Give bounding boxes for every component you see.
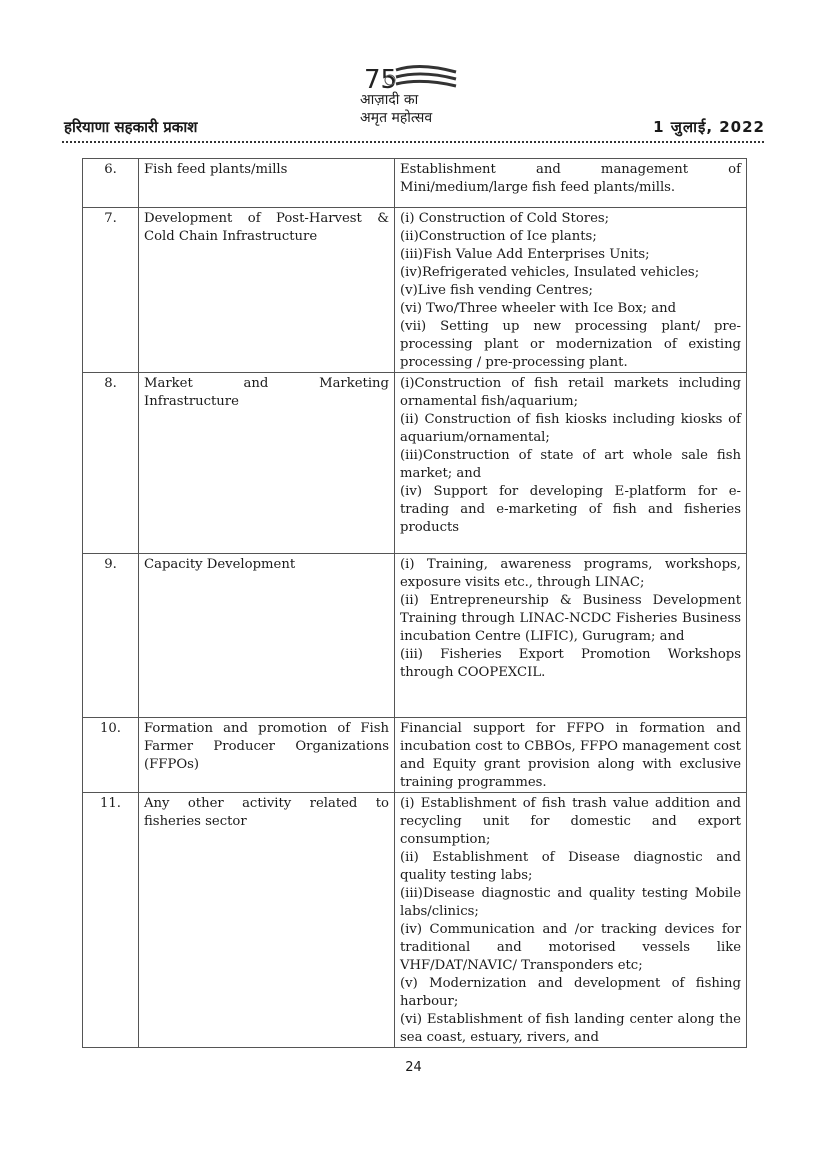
detail-line: (ii) Construction of fish kiosks including kiosks of aquarium/ornamental; [400, 412, 741, 445]
detail-line: (v) Modernization and development of fishing harbour; [400, 976, 741, 1009]
detail-line: (vii) Setting up new processing plant/ pre-processing plant or modernization of existing processing / pre-processing plant. [400, 319, 741, 370]
azadi-logo [352, 62, 474, 134]
row-number: 8. [83, 373, 139, 554]
logo-text-line2: अमृत महोत्सव [360, 110, 433, 126]
detail-line: (i)Construction of fish retail markets including ornamental fish/aquarium; [400, 376, 741, 409]
publication-date: 1 जुलाई, 2022 [653, 118, 765, 136]
detail-line: (vi) Establishment of fish landing center along the sea coast, estuary, rivers, and [400, 1012, 741, 1045]
detail-line: (ii)Construction of Ice plants; [400, 229, 597, 244]
table-row [83, 373, 747, 554]
activities-table [82, 158, 747, 1048]
logo-text-line1: आज़ादी का [360, 92, 419, 108]
svg-text:75: 75 [364, 65, 398, 95]
table-row [83, 718, 747, 793]
detail-line: (v)Live fish vending Centres; [400, 283, 593, 298]
header-divider [62, 141, 764, 143]
activity-cell: Any other activity related to fisheries sector [139, 793, 395, 1048]
detail-line: (ii) Establishment of Disease diagnostic and quality testing labs; [400, 850, 741, 883]
detail-line: (iii)Construction of state of art whole sale fish market; and [400, 448, 741, 481]
detail-line: (iii) Fisheries Export Promotion Workshops through COOPEXCIL. [400, 647, 741, 680]
activity-cell: Capacity Development [139, 554, 395, 718]
page-number: 24 [405, 1060, 422, 1075]
detail-line: (i) Training, awareness programs, workshops, exposure visits etc., through LINAC; [400, 557, 741, 590]
row-number: 6. [83, 159, 139, 208]
table-row [83, 159, 747, 208]
details-cell [395, 793, 747, 1048]
activity-cell: Market and Marketing Infrastructure [139, 373, 395, 554]
detail-line: Financial support for FFPO in formation and incubation cost to CBBOs, FFPO management cost and Equity grant provision along with exclusive training programmes. [400, 721, 741, 790]
activity-cell: Fish feed plants/mills [139, 159, 395, 208]
row-number: 9. [83, 554, 139, 718]
detail-line: (i) Establishment of fish trash value addition and recycling unit for domestic and export consumption; [400, 796, 741, 847]
detail-line: (iv) Communication and /or tracking devices for traditional and motorised vessels like VHF/DAT/NAVIC/ Transponders etc; [400, 922, 741, 973]
activity-cell: Formation and promotion of Fish Farmer Producer Organizations (FFPOs) [139, 718, 395, 793]
table-row [83, 793, 747, 1048]
detail-line: (vi) Two/Three wheeler with Ice Box; and [400, 301, 677, 316]
detail-line: (iii)Disease diagnostic and quality testing Mobile labs/clinics; [400, 886, 741, 919]
row-number: 10. [83, 718, 139, 793]
table-row [83, 554, 747, 718]
detail-line: Establishment and management of Mini/medium/large fish feed plants/mills. [400, 162, 741, 195]
detail-line: (iv)Refrigerated vehicles, Insulated vehicles; [400, 265, 700, 280]
table-row [83, 208, 747, 373]
details-cell [395, 159, 747, 208]
details-cell [395, 554, 747, 718]
details-cell [395, 208, 747, 373]
activity-cell: Development of Post-Harvest & Cold Chain Infrastructure [139, 208, 395, 373]
publication-title: हरियाणा सहकारी प्रकाश [64, 118, 198, 136]
detail-line: (i) Construction of Cold Stores; [400, 211, 610, 226]
details-cell [395, 373, 747, 554]
detail-line: (ii) Entrepreneurship & Business Development Training through LINAC-NCDC Fisheries Business incubation Centre (LIFIC), Gurugram; and [400, 593, 741, 644]
detail-line: (iii)Fish Value Add Enterprises Units; [400, 247, 650, 262]
detail-line: (iv) Support for developing E-platform for e-trading and e-marketing of fish and fisheries products [400, 484, 741, 535]
details-cell [395, 718, 747, 793]
row-number: 7. [83, 208, 139, 373]
row-number: 11. [83, 793, 139, 1048]
